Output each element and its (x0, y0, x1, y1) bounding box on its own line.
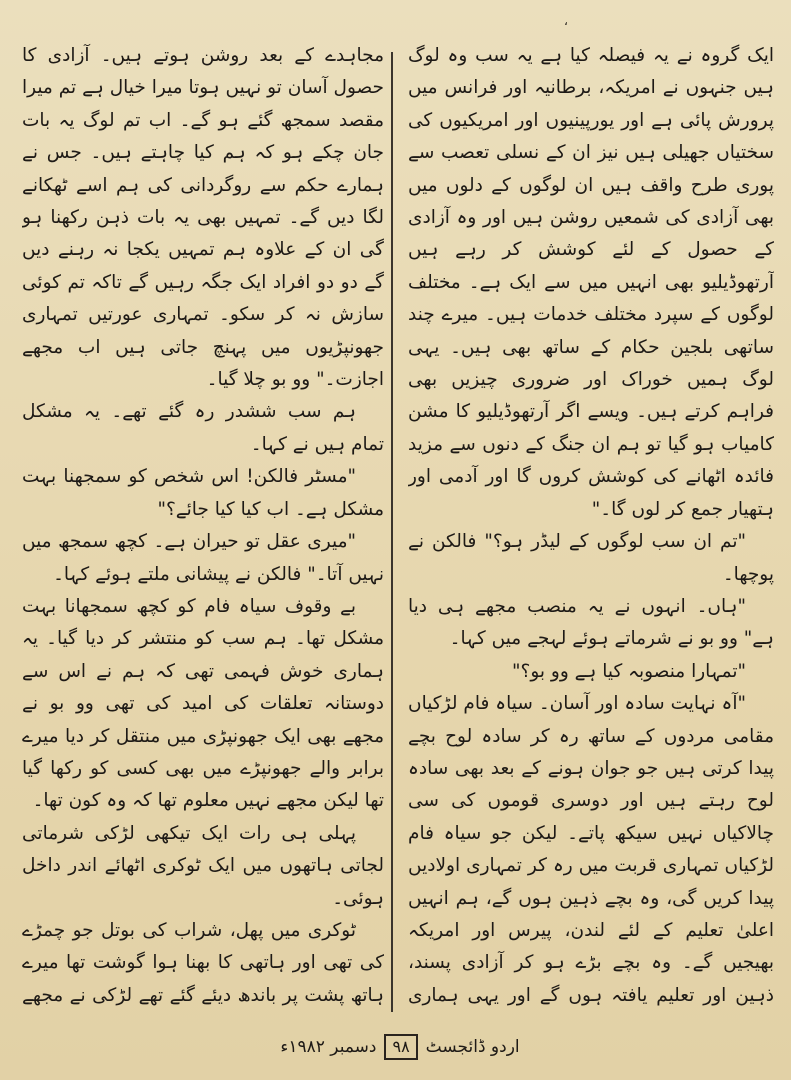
paragraph: ٹوکری میں پھل، شراب کی بوتل جو چمڑے کی تھی اور ہاتھی کا بھنا ہوا گوشت تھا میرے ہاتھ پشت پر باندھ دیئے گئے تھے لڑکی نے مجھے (22, 919, 384, 1006)
paragraph: "مسٹر فالکن! اس شخص کو سمجھنا بہت مشکل ہے۔ اب کیا کیا جائے؟" (22, 466, 384, 520)
paragraph: مجاہدے کے بعد روشن ہوتے ہیں۔ آزادی کا حصول آسان تو نہیں ہوتا میرا خیال ہے تم میرا مقصد سمجھ گئے ہو گے۔ اب تم لوگ یہ بات جان چکے ہو کہ ہم کیا چاہتے ہیں۔ جس نے ہمارے حکم سے روگردانی کی ہم اسے ٹھکانے لگا دیں گے۔ تمہیں بھی یہ بات ذہن رکھنا ہو گی ان کے علاوہ ہم تمہیں یکجا نہ رہنے دیں گے دو دو افراد ایک جگہ رہیں گے تاکہ تم کوئی سازش نہ کر سکو۔ تمہاری عورتیں تمہاری جھونپڑیوں میں پہنچ جاتی ہیں اب مجھے اجازت۔" وو بو چلا گیا۔ (22, 45, 384, 391)
paragraph: "تمہارا منصوبہ کیا ہے وو بو؟" (512, 660, 746, 682)
paragraph: "ہاں۔ انہوں نے یہ منصب مجھے ہی دیا ہے" وو بو نے شرماتے ہوئے لہجے میں کہا۔ (408, 595, 774, 650)
magazine-name: اردو ڈائجسٹ (425, 1037, 520, 1057)
page-number: ۹۸ (384, 1034, 417, 1060)
left-text-column (22, 40, 384, 1015)
paragraph: "تم ان سب لوگوں کے لیڈر ہو؟" فالکن نے پوچھا۔ (408, 531, 774, 585)
paragraph: ایک گروہ نے یہ فیصلہ کیا ہے یہ سب وہ لوگ ہیں جنہوں نے امریکہ، برطانیہ اور فرانس میں پرورش پائی ہے اور یورپینیوں اور امریکیوں کی سختیاں جھیلی ہیں نیز ان کے نسلی تعصب سے پوری طرح واقف ہیں ان لوگوں کے دلوں میں بھی آزادی کی شمعیں روشن ہیں اور وہ آزادی کے حصول کے لئے کوشش کر رہے ہیں آرتھوڈیلیو بھی انہیں میں سے ایک ہے۔ مختلف لوگوں کے سپرد مختلف خدمات ہیں۔ میرے چند ساتھی بلجین حکام کے ساتھ بھی ہیں۔ یہی لوگ ہمیں خوراک اور ضروری چیزیں بھی فراہم کرتے ہیں۔ ویسے اگر آرتھوڈیلیو کا مشن کامیاب ہو گیا تو ہم ان جنگ کے دنوں سے مزید فائدہ اٹھانے کی کوشش کروں گا اور آدمی اور ہتھیار جمع کر لوں گا۔" (408, 45, 774, 520)
page-footer (200, 1030, 600, 1064)
column-divider (391, 52, 393, 1012)
issue-date: دسمبر ۱۹۸۲ء (280, 1037, 377, 1057)
print-mark: ، (564, 14, 568, 28)
right-text-column (408, 40, 774, 1015)
paragraph: "میری عقل تو حیران ہے۔ کچھ سمجھ میں نہیں آتا۔" فالکن نے پیشانی ملتے ہوئے کہا۔ (22, 531, 384, 585)
paragraph: پہلی ہی رات ایک تیکھی لڑکی شرماتی لجاتی ہاتھوں میں ایک ٹوکری اٹھائے اندر داخل ہوئی۔ (22, 822, 384, 909)
paragraph: ہم سب ششدر رہ گئے تھے۔ یہ مشکل تمام ہیں نے کہا۔ (22, 401, 384, 455)
paragraph: بے وقوف سیاہ فام کو کچھ سمجھانا بہت مشکل تھا۔ ہم سب کو منتشر کر دیا گیا۔ یہ ہماری خوش فہمی تھی کہ ہم نے اس سے دوستانہ تعلقات کی امید کی تھی وو بو نے مجھے بھی ایک جھونپڑی میں منتقل کر دیا میرے برابر والے جھونپڑے میں بھی کسی کو رکھا گیا تھا لیکن مجھے نہیں معلوم تھا کہ وہ کون تھا۔ (22, 595, 384, 812)
paragraph: "آہ نہایت سادہ اور آسان۔ سیاہ فام لڑکیاں مقامی مردوں کے ساتھ رہ کر سادہ لوح بچے پیدا کرتی ہیں جو جوان ہونے کے بعد بھی سادہ لوح رہتے ہیں اور دوسری قوموں کی سی چالاکیاں نہیں سیکھ پاتے۔ لیکن جو سیاہ فام لڑکیاں تمہاری قربت میں رہ کر تمہاری اولادیں پیدا کریں گی، وہ بچے ذہین ہوں گے، ہم انہیں اعلیٰ تعلیم کے لئے لندن، پیرس اور امریکہ بھیجیں گے۔ وہ بچے بڑے ہو کر آزادی پسند، ذہین اور تعلیم یافتہ ہوں گے اور یہی ہماری (408, 693, 774, 1006)
